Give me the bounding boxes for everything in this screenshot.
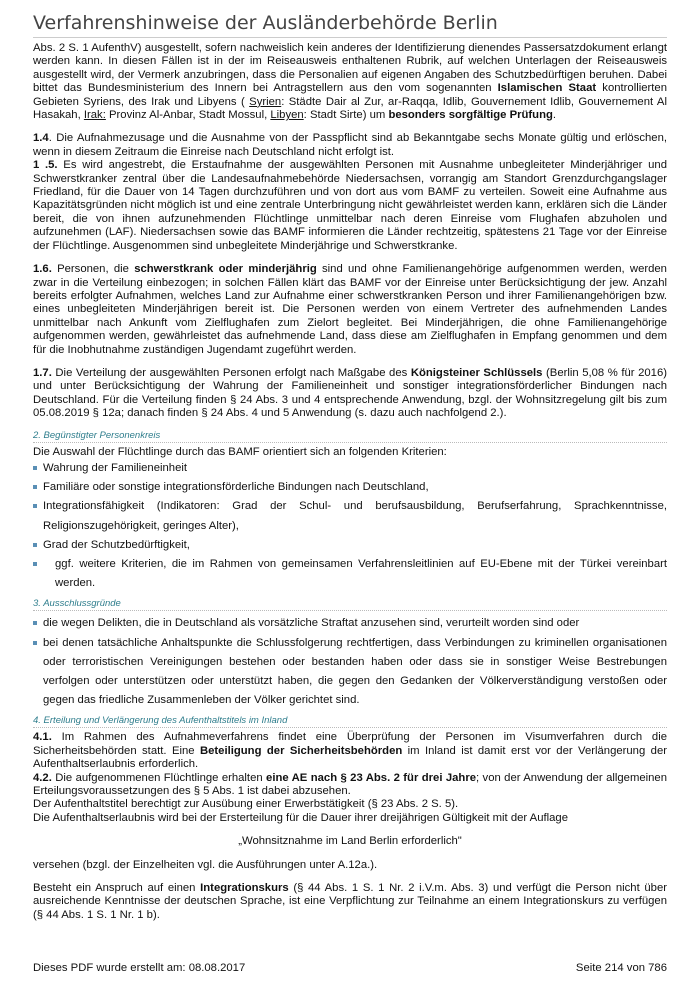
integration-paragraph: Besteht ein Anspruch auf einen Integrationskurs (§ 44 Abs. 1 S. 1 Nr. 2 i.V.m. Abs. 3) und verfügt die Person nicht über ausreichende Kenntnisse der deutschen Sprache, ist eine Verpflichtung zur Teilnahme an einem Integrationskurs zu verfügen (§ 44 Abs. 1 S. 1 Nr. 1 b). xyxy=(33,882,667,921)
list-item: die wegen Delikten, die in Deutschland als vorsätzliche Straftat anzusehen sind, verurteilt worden sind oder xyxy=(33,614,667,633)
paragraph-1-5: 1 .5. Es wird angestrebt, die Erstaufnahme der ausgewählten Personen mit Ausnahme unbegleiteter Minderjähriger und Schwerstkranker zentral über die Landesaufnahmebehörde Niedersachsen, vorrangig am Standort Grenzdurchgangslager Friedland, für die Dauer von 14 Tagen durchzuführen und von dort aus vom BAMF zu verteilen. Soweit eine Aufnahme aus Kapazitätsgründen nicht möglich ist und eine zentrale Unterbringung nicht gewährleistet werden kann, erklären sich die Länder bereit, die von ihnen aufzunehmenden Flüchtlinge unmittelbar nach deren Einreise vom Flughafen abzuholen und aufzunehmen (LAF). Niedersachsen sowie das BAMF informieren die Länder rechtzeitig, spätestens 21 Tage vor der Einreise der Flüchtlinge. Ausgenommen sind unbegleitete Minderjährige und Schwerstkranke. xyxy=(33,159,668,252)
intro-paragraph: Abs. 2 S. 1 AufenthV) ausgestellt, sofern nachweislich kein anderes der Identifizierung dienendes Passersatzdokument erlangt werden kann. In diesen Fällen ist in der im Reiseausweis enthaltenen Rubrik, auf welchen Unterlagen der Reiseausweis ausgestellt wird, der Vermerk anzubringen, dass die Personalien auf eigenen Angaben des Schutzbedürftigen beruhen. Dabei bittet das Bundesministerium des Innern bei Antragstellern aus den vom sogenannten Islamischen Staat kontrollierten Gebieten Syriens, des Irak und Libyens ( Syrien: Städte Dair al Zur, ar-Raqqa, Idlib, Gouvernement Idlib, Gouvernement Al Hasakah, Irak: Provinz Al-Anbar, Stadt Mossul, Libyen: Stadt Sirte) um besonders sorgfältige Prüfung. xyxy=(33,42,667,122)
exclusion-list xyxy=(33,614,667,710)
paragraph-1-4: 1.4. Die Aufnahmezusage und die Ausnahme von der Passpflicht sind ab Bekanntgabe sechs Monate gültig und erlöschen, wenn in diesem Zeitraum die Einreise nach Deutschland nicht erfolgt ist. xyxy=(33,132,667,158)
footer-created-date: Dieses PDF wurde erstellt am: 08.08.2017 xyxy=(33,962,246,974)
list-item: ggf. weitere Kriterien, die im Rahmen von gemeinsamen Verfahrensleitlinien auf EU-Ebene mit der Türkei vereinbart werden. xyxy=(33,555,667,593)
section-2-intro: Die Auswahl der Flüchtlinge durch das BAMF orientiert sich an folgenden Kriterien: xyxy=(33,445,447,458)
page-title: Verfahrenshinweise der Ausländerbehörde Berlin xyxy=(33,12,667,38)
paragraph-1-7: 1.7. Die Verteilung der ausgewählten Personen erfolgt nach Maßgabe des Königsteiner Schlüssels (Berlin 5,08 % für 2016) und unter Berücksichtigung der Wahrung der Familieneinheit und sonstiger integrationsförderlicher Bindungen nach Deutschland. Für die Verteilung finden § 24 Abs. 3 und 4 entsprechende Anwendung, bzgl. der Wohnsitzregelung gilt bis zum 05.08.2019 § 12a; danach finden § 24 Abs. 4 und 5 Anwendung (s. dazu auch nachfolgend 2.). xyxy=(33,366,667,420)
footer-page-number: Seite 214 von 786 xyxy=(575,962,667,974)
list-item: Grad der Schutzbedürftigkeit, xyxy=(33,536,667,555)
list-item: bei denen tatsächliche Anhaltspunkte die Schlussfolgerung rechtfertigen, dass Verbindungen zu kriminellen organisationen oder terroristischen Vereinigungen bestehen oder bestanden haben oder dass sie in sonstiger Weise Bestrebungen verfolgen oder unterstützen oder unterstützt haben, die gegen den Gedanken der Völkerverständigung verstoßen oder gegen das friedliche Zusammenleben der Völker gerichtet sind. xyxy=(33,634,667,711)
condition-quote: „Wohnsitznahme im Land Berlin erforderlich" xyxy=(238,835,462,848)
section-heading-4: 4. Erteilung und Verlängerung des Aufenthaltstitels im Inland xyxy=(33,715,667,728)
reference-line: versehen (bzgl. der Einzelheiten vgl. die Ausführungen unter A.12a.). xyxy=(33,858,378,871)
residence-condition-line: Die Aufenthaltserlaubnis wird bei der Ersterteilung für die Dauer ihrer dreijährigen Gültigkeit mit der Auflage xyxy=(33,811,568,824)
list-item: Wahrung der Familieneinheit xyxy=(33,459,667,478)
section-heading-2: 2. Begünstigter Personenkreis xyxy=(33,430,667,443)
list-item: Integrationsfähigkeit (Indikatoren: Grad der Schul- und berufsausbildung, Berufserfahrung, Sprachkenntnisse, Religionszugehörigkeit, geringes Alter), xyxy=(33,497,667,535)
list-item: Familiäre oder sonstige integrationsförderliche Bindungen nach Deutschland, xyxy=(33,478,667,497)
page-footer xyxy=(33,962,667,974)
criteria-list xyxy=(33,459,667,593)
paragraph-4-2: 4.2. Die aufgenommenen Flüchtlinge erhalten eine AE nach § 23 Abs. 2 für drei Jahre; von der Anwendung der allgemeinen Erteilungsvoraussetzungen des § 5 Abs. 1 ist dabei abzusehen. xyxy=(33,771,667,798)
paragraph-4-1: 4.1. Im Rahmen des Aufnahmeverfahrens findet eine Überprüfung der Personen im Visumverfahren durch die Sicherheitsbehörden statt. Eine Beteiligung der Sicherheitsbehörden im Inland ist damit erst vor der Verlängerung der Aufenthaltserlaubnis erforderlich. xyxy=(33,731,667,771)
document-page xyxy=(33,8,667,922)
work-permission-line: Der Aufenthaltstitel berechtigt zur Ausübung einer Erwerbstätigkeit (§ 23 Abs. 2 S. 5). xyxy=(33,798,459,811)
paragraph-1-6: 1.6. Personen, die schwerstkrank oder minderjährig sind und ohne Familienangehörige aufgenommen werden, werden zwar in die Verteilung einbezogen; in solchen Fällen klärt das BAMF vor der Einreise unter Berücksichtigung der jew. Anzahl bereits erfolgter Aufnahmen, welches Land zur Aufnahme einer schwerstkranken Person und ihrer Familienangehörigen bzw. eines unbegleiteten Minderjährigen bereit ist. Die Personen werden von einem Vertreter des aufnehmenden Landes unmittelbar nach Ankunft vom Zielflughafen zum Zielort begleitet. Bei Minderjährigen, die ohne Familienangehörige aufgenommen werden, gewährleistet das aufnehmende Land, dass diese am Zielflughafen in Empfang genommen und dem für die Inobhutnahme zuständigen Jugendamt zugeführt werden. xyxy=(33,263,667,356)
section-heading-3: 3. Ausschlussgründe xyxy=(33,598,667,611)
